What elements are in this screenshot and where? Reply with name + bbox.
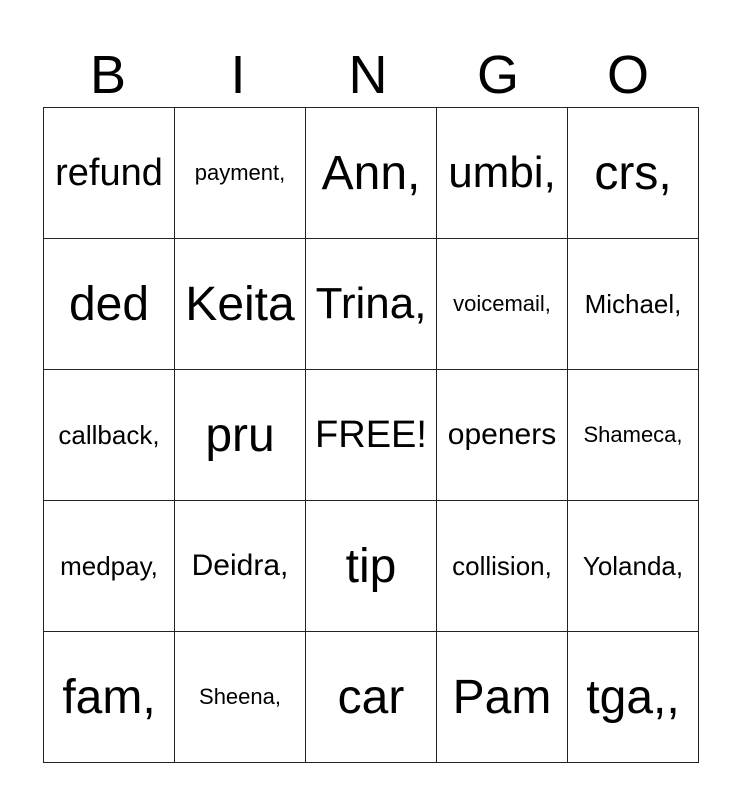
bingo-cell[interactable]: fam, [44, 632, 175, 763]
bingo-cell[interactable]: pru [175, 370, 306, 501]
bingo-cell[interactable]: refund [44, 108, 175, 239]
bingo-card [43, 107, 699, 763]
card-row-2 [44, 239, 699, 370]
header-letter-n: N [348, 45, 388, 105]
bingo-cell[interactable]: medpay, [44, 501, 175, 632]
bingo-cell[interactable]: crs, [568, 108, 699, 239]
free-space-cell[interactable]: FREE! [306, 370, 437, 501]
card-row-1 [44, 108, 699, 239]
bingo-cell[interactable]: tga,, [568, 632, 699, 763]
bingo-cell[interactable]: openers [437, 370, 568, 501]
bingo-cell[interactable]: Sheena, [175, 632, 306, 763]
bingo-cell[interactable]: Michael, [568, 239, 699, 370]
bingo-cell[interactable]: Trina, [306, 239, 437, 370]
bingo-cell[interactable]: Deidra, [175, 501, 306, 632]
card-row-4 [44, 501, 699, 632]
bingo-cell[interactable]: collision, [437, 501, 568, 632]
bingo-header [43, 44, 693, 106]
header-letter-i: I [230, 45, 246, 105]
bingo-cell[interactable]: Yolanda, [568, 501, 699, 632]
card-row-3 [44, 370, 699, 501]
card-row-5 [44, 632, 699, 763]
bingo-cell[interactable]: payment, [175, 108, 306, 239]
bingo-cell[interactable]: umbi, [437, 108, 568, 239]
bingo-cell[interactable]: Pam [437, 632, 568, 763]
bingo-cell[interactable]: voicemail, [437, 239, 568, 370]
header-letter-o: O [606, 45, 649, 105]
bingo-cell[interactable]: Keita [175, 239, 306, 370]
bingo-cell[interactable]: tip [306, 501, 437, 632]
bingo-cell[interactable]: Shameca, [568, 370, 699, 501]
bingo-cell[interactable]: Ann, [306, 108, 437, 239]
header-letter-b: B [89, 45, 127, 105]
bingo-cell[interactable]: ded [44, 239, 175, 370]
header-letter-g: G [476, 45, 519, 105]
bingo-cell[interactable]: callback, [44, 370, 175, 501]
bingo-cell[interactable]: car [306, 632, 437, 763]
